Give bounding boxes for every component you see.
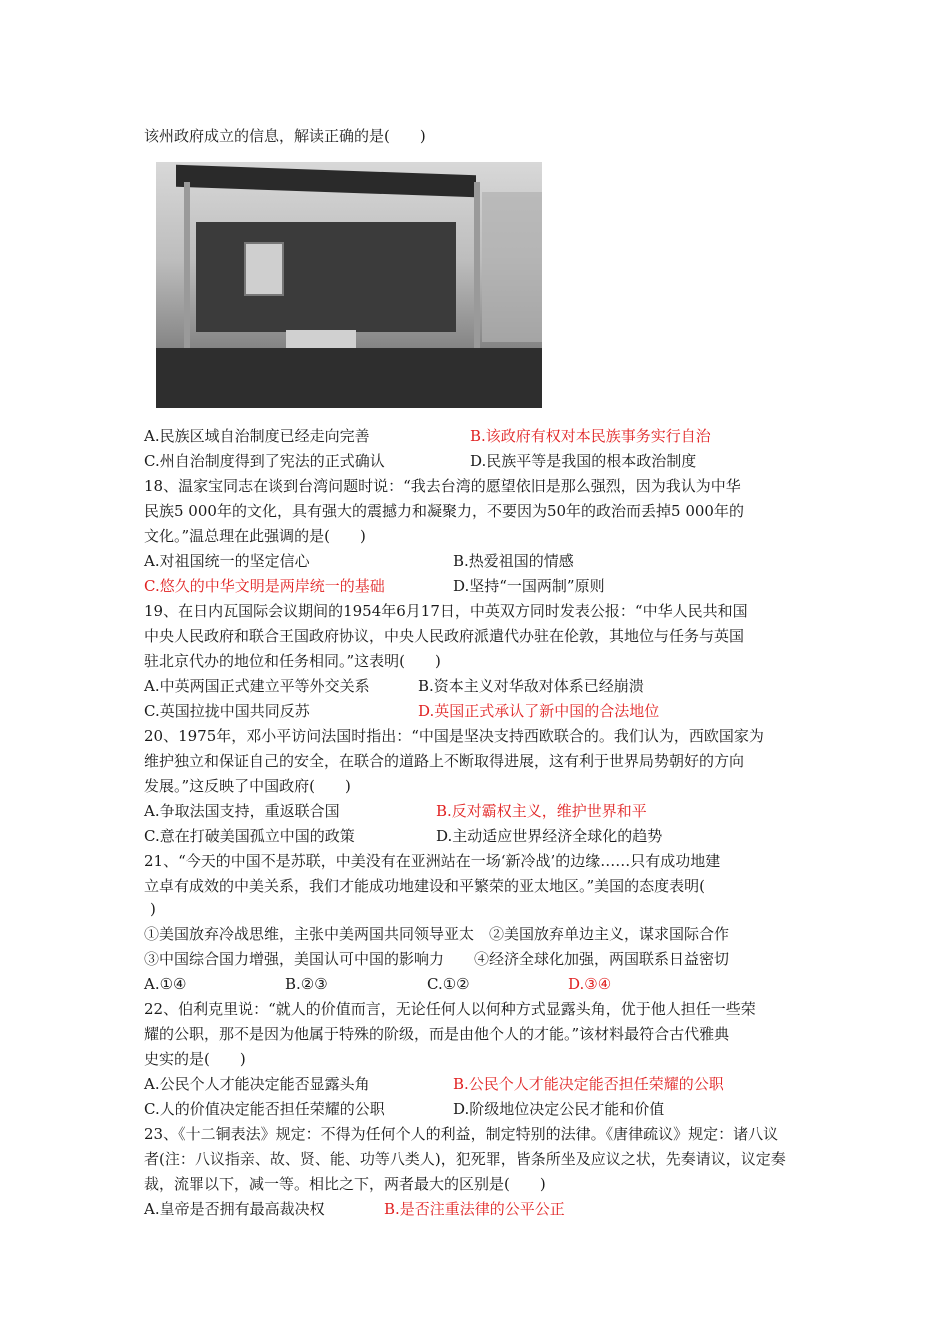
q22-stem-1: 22、伯利克里说：“就人的价值而言，无论任何人以何种方式显露头角，优于他人担任一些荣 (144, 1000, 756, 1018)
q23-stem-2: 者(注：八议指亲、故、贤、能、功等八类人)，犯死罪，皆条所坐及应议之状，先奏请议，议定奏 (144, 1150, 786, 1168)
q21-option-c: C.①② (427, 975, 470, 993)
q19-option-d: D.英国正式承认了新中国的合法地位 (418, 702, 660, 720)
q18-stem-1: 18、温家宝同志在谈到台湾问题时说：“我去台湾的愿望依旧是那么强烈，因为我认为中华 (144, 477, 741, 495)
q19-stem-3: 驻北京代办的地位和任务相同。”这表明( ) (144, 652, 441, 670)
q20-stem-2: 维护独立和保证自己的安全，在联合的道路上不断取得进展，这有利于世界局势朝好的方向 (144, 752, 745, 770)
photo-stage (196, 222, 456, 332)
q18-stem-3: 文化。”温总理在此强调的是( ) (144, 527, 366, 545)
q17-option-c: C.州自治制度得到了宪法的正式确认 (144, 452, 385, 470)
q22-option-c: C.人的价值决定能否担任荣耀的公职 (144, 1100, 385, 1118)
q17-option-d: D.民族平等是我国的根本政治制度 (470, 452, 697, 470)
q18-stem-2: 民族5 000年的文化，具有强大的震撼力和凝聚力，不要因为50年的政治而丢掉5 000年的 (144, 502, 744, 520)
q19-option-b: B.资本主义对华敌对体系已经崩溃 (418, 677, 644, 695)
q19-stem-2: 中央人民政府和联合王国政府协议，中央人民政府派遣代办驻在伦敦，其地位与任务与英国 (144, 627, 745, 645)
photo-pole-right (474, 182, 480, 352)
q21-statement-1-2: ①美国放弃冷战思维，主张中美两国共同领导亚太 ②美国放弃单边主义，谋求国际合作 (144, 925, 730, 943)
q20-option-c: C.意在打破美国孤立中国的政策 (144, 827, 355, 845)
q20-stem-1: 20、1975年，邓小平访问法国时指出：“中国是坚决支持西欧联合的。我们认为，西欧国家为 (144, 727, 764, 745)
q19-stem-1: 19、在日内瓦国际会议期间的1954年6月17日，中英双方同时发表公报：“中华人民共和国 (144, 602, 748, 620)
photo-banner (176, 165, 476, 197)
photo-crowd (156, 348, 542, 408)
q22-stem-2: 耀的公职，那不是因为他属于特殊的阶级，而是由他个人的才能。”该材料最符合古代雅典 (144, 1025, 730, 1043)
q21-option-b: B.②③ (285, 975, 328, 993)
q19-option-c: C.英国拉拢中国共同反苏 (144, 702, 310, 720)
q21-stem-1: 21、“今天的中国不是苏联，中美没有在亚洲站在一场‘新冷战’的边缘……只有成功地建 (144, 852, 721, 870)
q23-stem-3: 裁，流罪以下，减一等。相比之下，两者最大的区别是( ) (144, 1175, 546, 1193)
historical-photo (156, 162, 542, 408)
q20-option-d: D.主动适应世界经济全球化的趋势 (436, 827, 663, 845)
q23-option-b: B.是否注重法律的公平公正 (384, 1200, 565, 1218)
q17-option-b: B.该政府有权对本民族事务实行自治 (470, 427, 711, 445)
q21-option-a: A.①④ (144, 975, 187, 993)
photo-pole-left (184, 182, 190, 352)
q19-option-a: A.中英两国正式建立平等外交关系 (144, 677, 370, 695)
q22-option-b: B.公民个人才能决定能否担任荣耀的公职 (453, 1075, 724, 1093)
q23-option-a: A.皇帝是否拥有最高裁决权 (144, 1200, 325, 1218)
q20-option-b: B.反对霸权主义，维护世界和平 (436, 802, 647, 820)
q17-option-a: A.民族区域自治制度已经走向完善 (144, 427, 370, 445)
q22-option-d: D.阶级地位决定公民才能和价值 (453, 1100, 665, 1118)
q21-stem-2: 立卓有成效的中美关系，我们才能成功地建设和平繁荣的亚太地区。”美国的态度表明( (144, 877, 706, 895)
q23-stem-1: 23、《十二铜表法》规定：不得为任何个人的利益，制定特别的法律。《唐律疏议》规定：诸八议 (144, 1125, 779, 1143)
q18-option-b: B.热爱祖国的情感 (453, 552, 574, 570)
photo-portrait (244, 242, 284, 296)
q21-statement-3-4: ③中国综合国力增强，美国认可中国的影响力 ④经济全球化加强，两国联系日益密切 (144, 950, 730, 968)
q18-option-a: A.对祖国统一的坚定信心 (144, 552, 310, 570)
q18-option-c: C.悠久的中华文明是两岸统一的基础 (144, 577, 385, 595)
q22-stem-3: 史实的是( ) (144, 1050, 246, 1068)
q20-option-a: A.争取法国支持，重返联合国 (144, 802, 340, 820)
q20-stem-3: 发展。”这反映了中国政府( ) (144, 777, 351, 795)
q18-option-d: D.坚持“一国两制”原则 (453, 577, 605, 595)
q22-option-a: A.公民个人才能决定能否显露头角 (144, 1075, 370, 1093)
photo-tree (482, 192, 542, 342)
q21-option-d: D.③④ (568, 975, 612, 993)
q17-stem: 该州政府成立的信息，解读正确的是( ) (144, 127, 426, 145)
q21-stem-3: ) (150, 900, 156, 918)
